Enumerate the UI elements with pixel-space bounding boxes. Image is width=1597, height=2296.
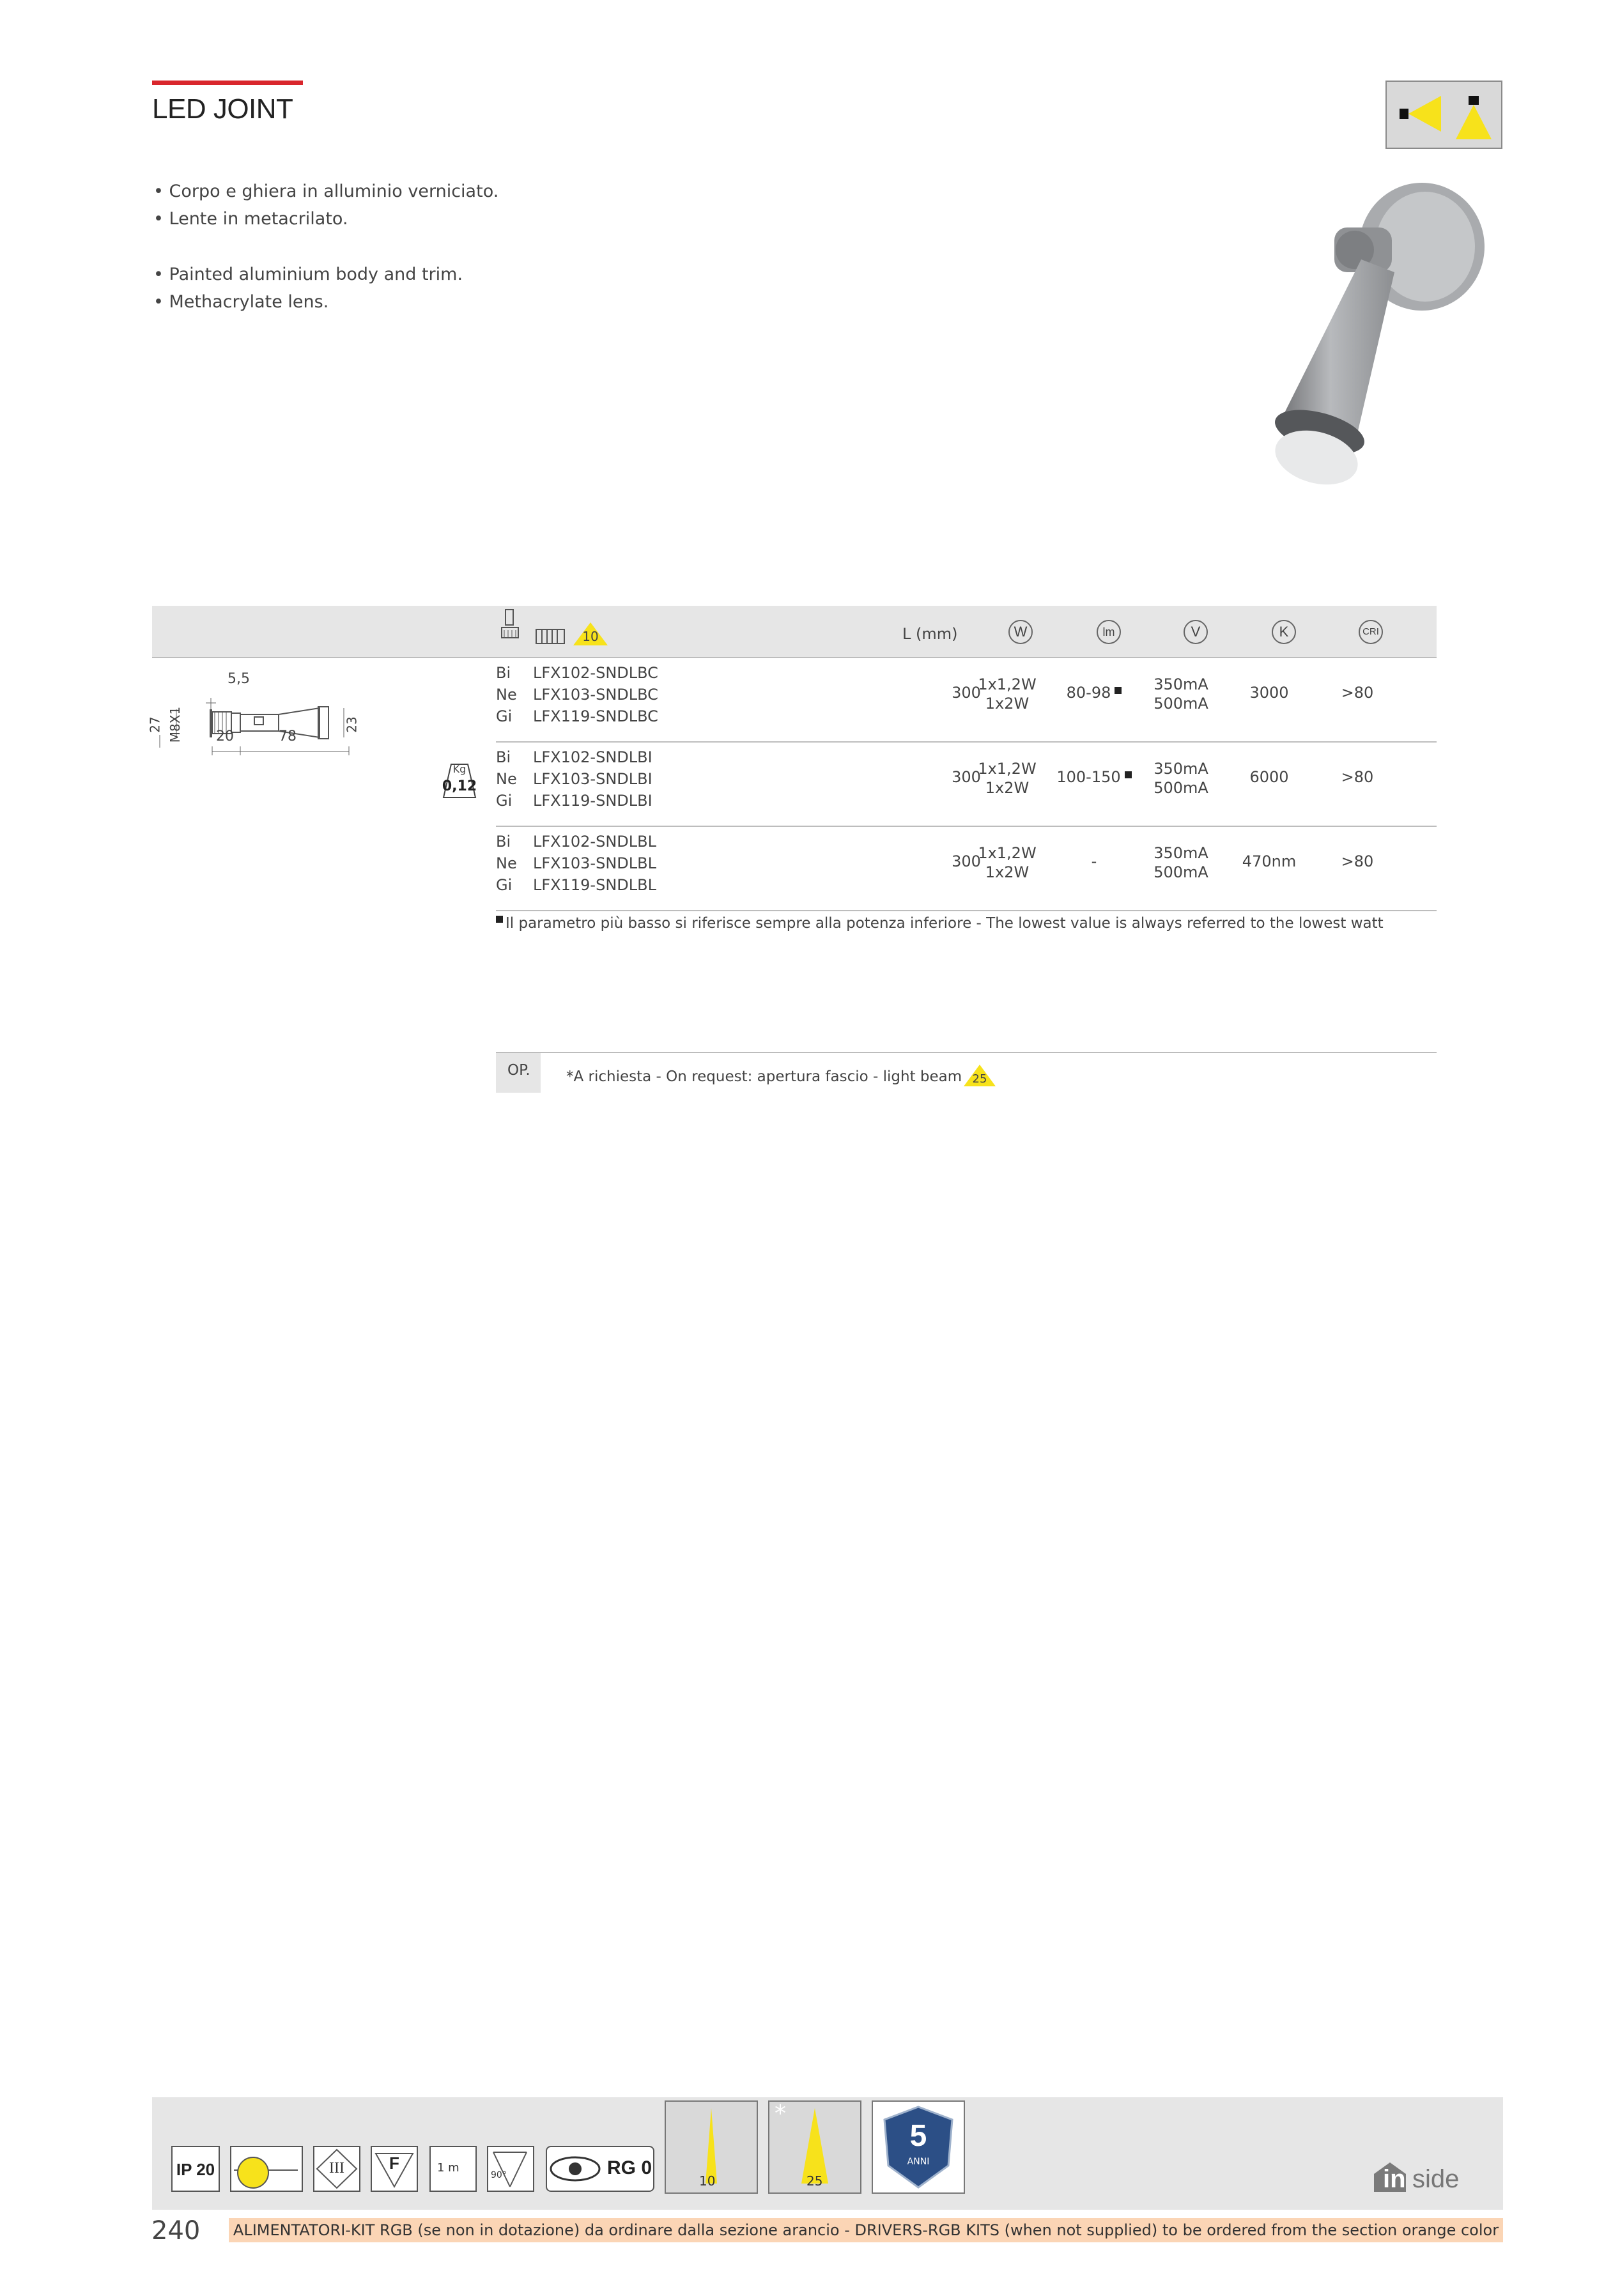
lumen-note-mark — [1125, 771, 1132, 778]
lumen-value: 80-98 — [1066, 684, 1111, 702]
ip-rating: IP 20 — [176, 2160, 215, 2179]
length-value: 300 — [952, 684, 981, 702]
dim-left-a: 27 — [147, 716, 163, 733]
options-text: *A richiesta - On request: apertura fascio - light beam — [566, 1068, 962, 1085]
beam-25-label: 25 — [806, 2173, 823, 2189]
options-beam-badge — [962, 1063, 997, 1088]
cri-icon: CRI — [1359, 620, 1383, 644]
watt-value: 1x2W — [985, 863, 1030, 881]
beam-angle-badge — [572, 621, 609, 647]
color-code: Ne — [496, 770, 517, 788]
kelvin-icon: K — [1272, 620, 1296, 644]
color-code: Ne — [496, 854, 517, 872]
product-code: LFX103-SNDLBC — [533, 686, 658, 704]
page-title: LED JOINT — [152, 93, 293, 125]
length-value: 300 — [952, 852, 981, 870]
watt-value: 1x2W — [985, 695, 1030, 713]
weight-value: 0,12 — [442, 778, 477, 794]
beam-10-box — [665, 2100, 758, 2194]
table-footnote: Il parametro più basso si riferisce sempre alla potenza inferiore - The lowest value is always referred to the lowest watt — [505, 915, 1384, 932]
product-code: LFX119-SNDLBI — [533, 792, 652, 810]
color-code: Gi — [496, 792, 513, 810]
product-code: LFX119-SNDLBC — [533, 707, 658, 725]
desc-en-2: • Methacrylate lens. — [153, 292, 329, 312]
footer-note: ALIMENTATORI-KIT RGB (se non in dotazione) da ordinare dalla sezione arancio - DRIVERS-RGB KITS (when not supplied) to be ordered from the section orange color — [229, 2218, 1503, 2242]
product-code: LFX103-SNDLBI — [533, 770, 652, 788]
options-divider — [496, 1052, 1437, 1053]
kelvin-value: 3000 — [1249, 684, 1289, 702]
description — [153, 178, 498, 316]
product-code: LFX102-SNDLBC — [533, 664, 658, 682]
angle-value: 90° — [491, 2170, 507, 2180]
color-code: Bi — [496, 664, 511, 682]
watt-value: 1x1,2W — [978, 675, 1037, 693]
kelvin-value: 470nm — [1242, 852, 1297, 870]
options-label-box — [496, 1053, 541, 1093]
voltage-icon: V — [1184, 620, 1208, 644]
lens-icon — [536, 629, 565, 644]
product-code: LFX103-SNDLBL — [533, 854, 656, 872]
mount-icon — [500, 608, 520, 642]
table-group-3 — [496, 831, 1437, 907]
length-header: L (mm) — [902, 625, 958, 643]
brand-in: in — [1383, 2165, 1406, 2193]
class-mark: III — [329, 2160, 344, 2177]
current-value: 350mA — [1153, 675, 1208, 693]
table-header — [152, 606, 1437, 657]
current-value: 350mA — [1153, 844, 1208, 862]
product-code: LFX102-SNDLBI — [533, 748, 652, 766]
beam-25-box — [768, 2100, 861, 2194]
kelvin-value: 6000 — [1249, 768, 1289, 786]
row-divider — [496, 826, 1437, 827]
desc-it-2: • Lente in metacrilato. — [153, 209, 348, 229]
current-value: 500mA — [1153, 695, 1208, 713]
risk-group-icon — [546, 2146, 654, 2192]
current-value: 350mA — [1153, 760, 1208, 778]
product-code: LFX102-SNDLBL — [533, 833, 656, 851]
dim-top: 5,5 — [228, 671, 250, 687]
product-image — [1227, 176, 1515, 509]
product-code: LFX119-SNDLBL — [533, 876, 656, 894]
dim-bottom-b: 78 — [279, 728, 297, 744]
color-code: Gi — [496, 707, 513, 725]
light-direction-icon — [1385, 81, 1502, 149]
cri-value: >80 — [1341, 852, 1374, 870]
weight-unit: Kg — [452, 763, 467, 775]
warranty-years: 5 — [909, 2119, 927, 2153]
table-group-1 — [496, 662, 1437, 739]
current-value: 500mA — [1153, 779, 1208, 797]
distance-icon — [429, 2146, 477, 2192]
desc-en-1: • Painted aluminium body and trim. — [153, 265, 463, 284]
desc-it-1: • Corpo e ghiera in alluminio verniciato. — [153, 181, 499, 201]
title-accent-bar — [152, 81, 303, 85]
f-mark: F — [389, 2153, 399, 2173]
lumen-icon: lm — [1097, 620, 1121, 644]
beam-25-star: * — [775, 2100, 786, 2127]
table-group-2 — [496, 746, 1437, 823]
lumen-value: 100-150 — [1056, 768, 1121, 786]
ip-rating-badge — [171, 2146, 220, 2192]
brand-side: side — [1412, 2165, 1460, 2193]
dim-left-b: M8X1 — [167, 706, 183, 743]
watt-value: 1x2W — [985, 779, 1030, 797]
beam-10-label: 10 — [699, 2173, 716, 2189]
watt-value: 1x1,2W — [978, 760, 1037, 778]
technical-drawing — [147, 671, 371, 760]
current-value: 500mA — [1153, 863, 1208, 881]
warranty-badge — [872, 2100, 965, 2194]
options-label: OP. — [507, 1062, 530, 1079]
angle-icon — [487, 2146, 534, 2192]
cri-value: >80 — [1341, 768, 1374, 786]
weight-box — [441, 760, 478, 800]
row-divider — [496, 741, 1437, 743]
f-mark-icon — [371, 2146, 418, 2192]
watt-icon: W — [1008, 620, 1033, 644]
lumen-note-mark — [1115, 687, 1122, 694]
cri-value: >80 — [1341, 684, 1374, 702]
lumen-value: - — [1091, 852, 1097, 870]
options-beam-value: 25 — [972, 1072, 987, 1086]
color-code: Ne — [496, 686, 517, 704]
warranty-word: ANNI — [907, 2157, 930, 2167]
length-value: 300 — [952, 768, 981, 786]
watt-value: 1x1,2W — [978, 844, 1037, 862]
dim-bottom-a: 20 — [216, 728, 234, 744]
dim-right: 23 — [344, 716, 360, 733]
inside-logo — [1373, 2159, 1501, 2197]
header-divider — [152, 657, 1437, 658]
lamp-icon — [230, 2146, 303, 2192]
color-code: Gi — [496, 876, 513, 894]
color-code: Bi — [496, 833, 511, 851]
distance-value: 1 m — [437, 2161, 459, 2175]
row-divider — [496, 910, 1437, 911]
color-code: Bi — [496, 748, 511, 766]
page-number: 240 — [151, 2216, 201, 2246]
risk-group: RG 0 — [607, 2157, 652, 2178]
footnote-mark — [496, 916, 503, 923]
beam-angle-value: 10 — [582, 629, 599, 644]
class-three-icon — [313, 2146, 360, 2192]
